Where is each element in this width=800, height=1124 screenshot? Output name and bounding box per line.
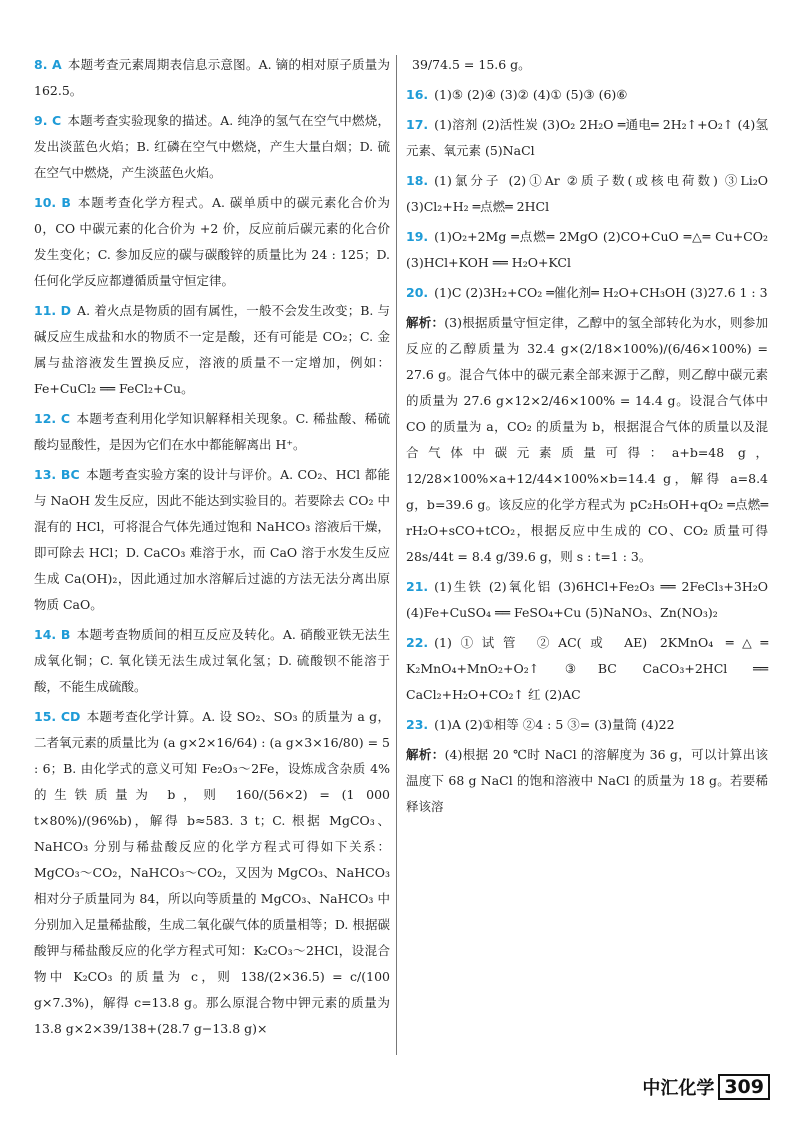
- answer-item: 9. C 本题考查实验现象的描述。A. 纯净的氢气在空气中燃烧，发出淡蓝色火焰；B. 红磷在空气中燃烧，产生大量白烟；D. 硫在空气中燃烧，产生淡蓝色火焰。: [34, 113, 390, 180]
- answer-item: 11. D A. 着火点是物质的固有属性，一般不会发生改变；B. 与碱反应生成盐和水的物质不一定是酸，还有可能是 CO₂；C. 金属与盐溶液发生置换反应，溶液的质量不一定增加，例如：Fe+CuCl₂ ══ FeCl₂+Cu。: [34, 303, 390, 396]
- explanation: 解析：(4)根据 20 ℃时 NaCl 的溶解度为 36 g，可以计算出该温度下 68 g NaCl 的饱和溶液中 NaCl 的质量为 18 g。若要稀释该溶: [406, 747, 768, 814]
- answer-item: 39/74.5 = 15.6 g。: [412, 57, 531, 72]
- answer-item: 20. (1)C (2)3H₂+CO₂ ═催化剂═ H₂O+CH₃OH (3)27.6 1 : 3: [406, 285, 768, 300]
- footer-brand: 中汇化学: [642, 1078, 715, 1099]
- answer-item: 15. CD 本题考查化学计算。A. 设 SO₂、SO₃ 的质量为 a g，二者氧元素的质量比为 (a g×2×16/64) : (a g×3×16/80) = 5 : 6；B. 由化学式的意义可知 Fe₂O₃～2Fe，设炼成含杂质 4% 的生铁质量为 b，则 160/(56×2) = (1 000 t×80%)/(96%b)，解得 b≈583. 3 t；C. 根据 MgCO₃、NaHCO₃ 分别与稀盐酸反应的化学方程式可得如下关系：MgCO₃～CO₂，NaHCO₃～CO₂，又因为 MgCO₃、NaHCO₃ 相对分子质量同为 84，所以向等质量的 MgCO₃、NaHCO₃ 中分别加入足量稀盐酸，生成二氧化碳气体的质量相等；D. 根据碳酸钾与稀盐酸反应的化学方程式可知：K₂CO₃～2HCl，设混合物中 K₂CO₃ 的质量为 c，则 138/(2×36.5) = c/(100 g×7.3%)，解得 c=13.8 g。那么原混合物中钾元素的质量为 13.8 g×2×39/138+(28.7 g−13.8 g)×: [34, 709, 391, 1036]
- answer-item: 18. (1)氯分子 (2)①Ar ②质子数(或核电荷数) ③Li₂O (3)Cl₂+H₂ ═点燃═ 2HCl: [406, 173, 768, 214]
- column-divider: [396, 55, 397, 1055]
- answer-item: 19. (1)O₂+2Mg ═点燃═ 2MgO (2)CO+CuO ═△═ Cu+CO₂ (3)HCl+KOH ══ H₂O+KCl: [406, 229, 768, 270]
- right-column: [406, 52, 768, 824]
- page-number: 309: [718, 1074, 770, 1100]
- answer-item: 23. (1)A (2)①相等 ②4 : 5 ③= (3)量筒 (4)22: [406, 717, 675, 732]
- answer-item: 16. (1)⑤ (2)④ (3)② (4)① (5)③ (6)⑥: [406, 87, 628, 102]
- answer-item: 12. C 本题考查利用化学知识解释相关现象。C. 稀盐酸、稀硫酸均显酸性，是因为它们在水中都能解离出 H⁺。: [34, 411, 390, 452]
- answer-item: 17. (1)溶剂 (2)活性炭 (3)O₂ 2H₂O ═通电═ 2H₂↑+O₂↑ (4)氢元素、氧元素 (5)NaCl: [406, 117, 768, 158]
- answer-item: 8. A 本题考查元素周期表信息示意图。A. 镝的相对原子质量为 162.5。: [34, 57, 390, 98]
- page-footer: [642, 1074, 770, 1100]
- answer-item: 10. B 本题考查化学方程式。A. 碳单质中的碳元素化合价为 0，CO 中碳元素的化合价为 +2 价，反应前后碳元素的化合价发生变化；C. 参加反应的碳与碳酸锌的质量比为 24 : 125；D. 任何化学反应都遵循质量守恒定律。: [34, 195, 390, 288]
- answer-item: 22. (1)①试管 ②AC(或 AE) 2KMnO₄ ═△═ K₂MnO₄+MnO₂+O₂↑ ③BC CaCO₃+2HCl ══ CaCl₂+H₂O+CO₂↑ 红 (2)AC: [406, 635, 768, 702]
- left-column: [34, 52, 390, 1046]
- explanation: 解析：(3)根据质量守恒定律，乙醇中的氢全部转化为水，则参加反应的乙醇质量为 32.4 g×(2/18×100%)/(6/46×100%) = 27.6 g。混合气体中的碳元素全部来源于乙醇，则乙醇中碳元素的质量为 27.6 g×12×2/46×100% = 14.4 g。设混合气体中 CO 的质量为 a，CO₂ 的质量为 b，根据混合气体的质量以及混合气体中碳元素质量可得：a+b=48 g，12/28×100%×a+12/44×100%×b=14.4 g，解得 a=8.4 g，b=39.6 g。该反应的化学方程式为 pC₂H₅OH+qO₂ ═点燃═ rH₂O+sCO+tCO₂，根据反应中生成的 CO、CO₂ 质量可得 28s/44t = 8.4 g/39.6 g，则 s : t=1 : 3。: [406, 315, 768, 564]
- answer-item: 13. BC 本题考查实验方案的设计与评价。A. CO₂、HCl 都能与 NaOH 发生反应，因此不能达到实验目的。若要除去 CO₂ 中混有的 HCl，可将混合气体先通过饱和 NaHCO₃ 溶液后干燥，即可除去 HCl；D. CaCO₃ 难溶于水，而 CaO 溶于水发生反应生成 Ca(OH)₂，因此通过加水溶解后过滤的方法无法分离出原物质 CaO。: [34, 467, 391, 612]
- answer-item: 21. (1)生铁 (2)氧化铝 (3)6HCl+Fe₂O₃ ══ 2FeCl₃+3H₂O (4)Fe+CuSO₄ ══ FeSO₄+Cu (5)NaNO₃、Zn(NO₃)₂: [406, 579, 768, 620]
- answer-item: 14. B 本题考查物质间的相互反应及转化。A. 硝酸亚铁无法生成氧化铜；C. 氧化镁无法生成过氧化氢；D. 硫酸钡不能溶于酸，不能生成硫酸。: [34, 627, 390, 694]
